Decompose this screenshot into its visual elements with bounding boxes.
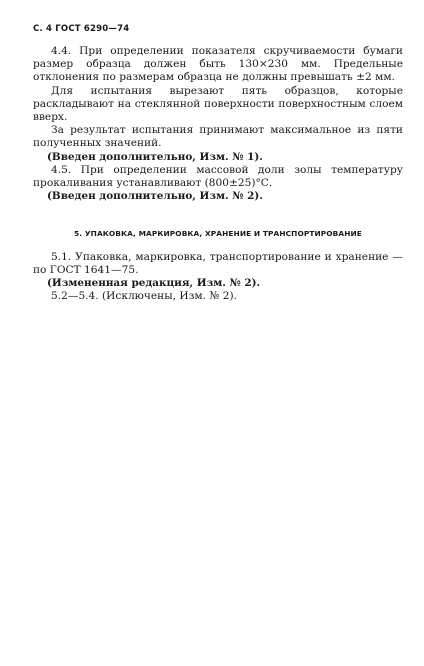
page-header: С. 4 ГОСТ 6290—74: [33, 24, 130, 34]
paragraph-5-1: 5.1. Упаковка, маркировка, транспортирование и хранение — по ГОСТ 1641—75.: [33, 250, 403, 276]
paragraph-5-2-5-4: 5.2—5.4. (Исключены, Изм. № 2).: [51, 290, 238, 303]
section-gap: [33, 203, 403, 227]
paragraph-4-4-samples: Для испытания вырезают пять образцов, которые раскладывают на стеклянной поверхности поверхностным слоем вверх.: [33, 84, 403, 124]
amendment-note-1: (Введен дополнительно, Изм. № 1).: [47, 150, 263, 163]
paragraph-4-4: 4.4. При определении показателя скручиваемости бумаги размер образца должен быть 130×230 мм. Предельные отклонения по размерам образца не должны превышать ±2 мм.: [33, 45, 403, 84]
amendment-note-2: (Введен дополнительно, Изм. № 2).: [47, 190, 263, 203]
paragraph-4-5: 4.5. При определении массовой доли золы температуру прокаливания устанавливают (800±25)°С.: [33, 163, 403, 190]
document-body: [33, 45, 403, 303]
paragraph-4-4-result: За результат испытания принимают максимальное из пяти полученных значений.: [33, 124, 403, 150]
section-5-heading: 5. УПАКОВКА, МАРКИРОВКА, ХРАНЕНИЕ И ТРАНСПОРТИРОВАНИЕ: [74, 229, 362, 239]
amendment-note-3: (Измененная редакция, Изм. № 2).: [47, 277, 261, 290]
